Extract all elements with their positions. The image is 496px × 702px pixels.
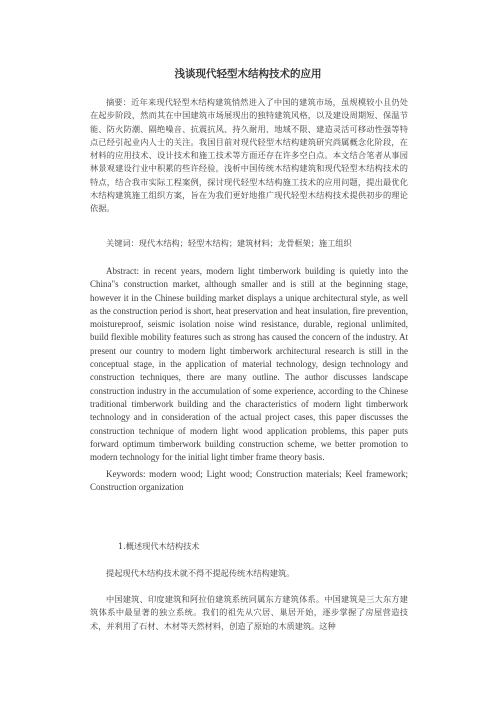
keywords-english: Keywords: modern wood; Light wood; Construction materials; Keel framework; Construction organization (90, 469, 408, 493)
section-paragraph-1: 提起现代木结构技术就不得不提起传统木结构建筑。 (106, 568, 295, 578)
keywords-chinese: 关键词：现代木结构；轻型木结构；建筑材料；龙骨框架；施工组织 (106, 238, 352, 248)
section-paragraph-2: 中国建筑、印度建筑和阿拉伯建筑系统同属东方建筑体系。中国建筑是三大东方建筑体系中最显著的独立系统。我们的祖先从穴居、巢居开始，逐步掌握了房屋营造技术，并利用了石材、木材等天然材料，创造了原始的木质建筑。这种 (90, 594, 408, 631)
abstract-english: Abstract: in recent years, modern light timberwork building is quietly into the China"s construction market, although smaller and is still at the beginning stage, however it in the Chinese building market displays a unique architectural style, as well as the construction period is short, heat preservation and heat insulation, fire prevention, moistureproof, seismic isolation noise wind resistance, durable, regional unlimited, build flexible mobility features such as strong has caused the concern of the industry. At present our country to modern light timberwork architectural research is still in the conceptual stage, in the application of material technology, design technology and construction techniques, there are many outline. The author discusses landscape construction industry in the accumulation of some experience, according to the Chinese traditional timberwork building and the characteristics of modern light timberwork technology and in consideration of the actual project cases, this paper discusses the construction technique of modern light wood application problems, this paper puts forward optimum timberwork building construction scheme, we better promotion to modern technology for the initial light timber frame theory basis. (90, 266, 408, 463)
section-heading: 1.概述现代木结构技术 (118, 541, 200, 551)
abstract-chinese: 摘要：近年来现代轻型木结构建筑悄然进入了中国的建筑市场，虽规模较小且仍处在起步阶段，然而其在中国建筑市场展现出的独特建筑风格，以及建设周期短、保温节能、防火防潮、隔绝噪音、抗震抗风、持久耐用、地域不限、建造灵活可移动性强等特点已经引起业内人士的关注。我国目前对现代轻型木结构建筑研究尚属概念化阶段，在材料的应用技术、设计技术和施工技术等方面还存在许多空白点。本文结合笔者从事园林景观建设行业中积累的些许经验，浅析中国传统木结构建筑和现代轻型木结构技术的特点，结合我市实际工程案例，探讨现代轻型木结构施工技术的应用问题，提出最优化木结构建筑施工组织方案，旨在为我们更好地推广现代轻型木结构技术提供初步的理论依据。 (90, 97, 408, 214)
document-title: 浅谈现代轻型木结构技术的应用 (174, 68, 322, 80)
